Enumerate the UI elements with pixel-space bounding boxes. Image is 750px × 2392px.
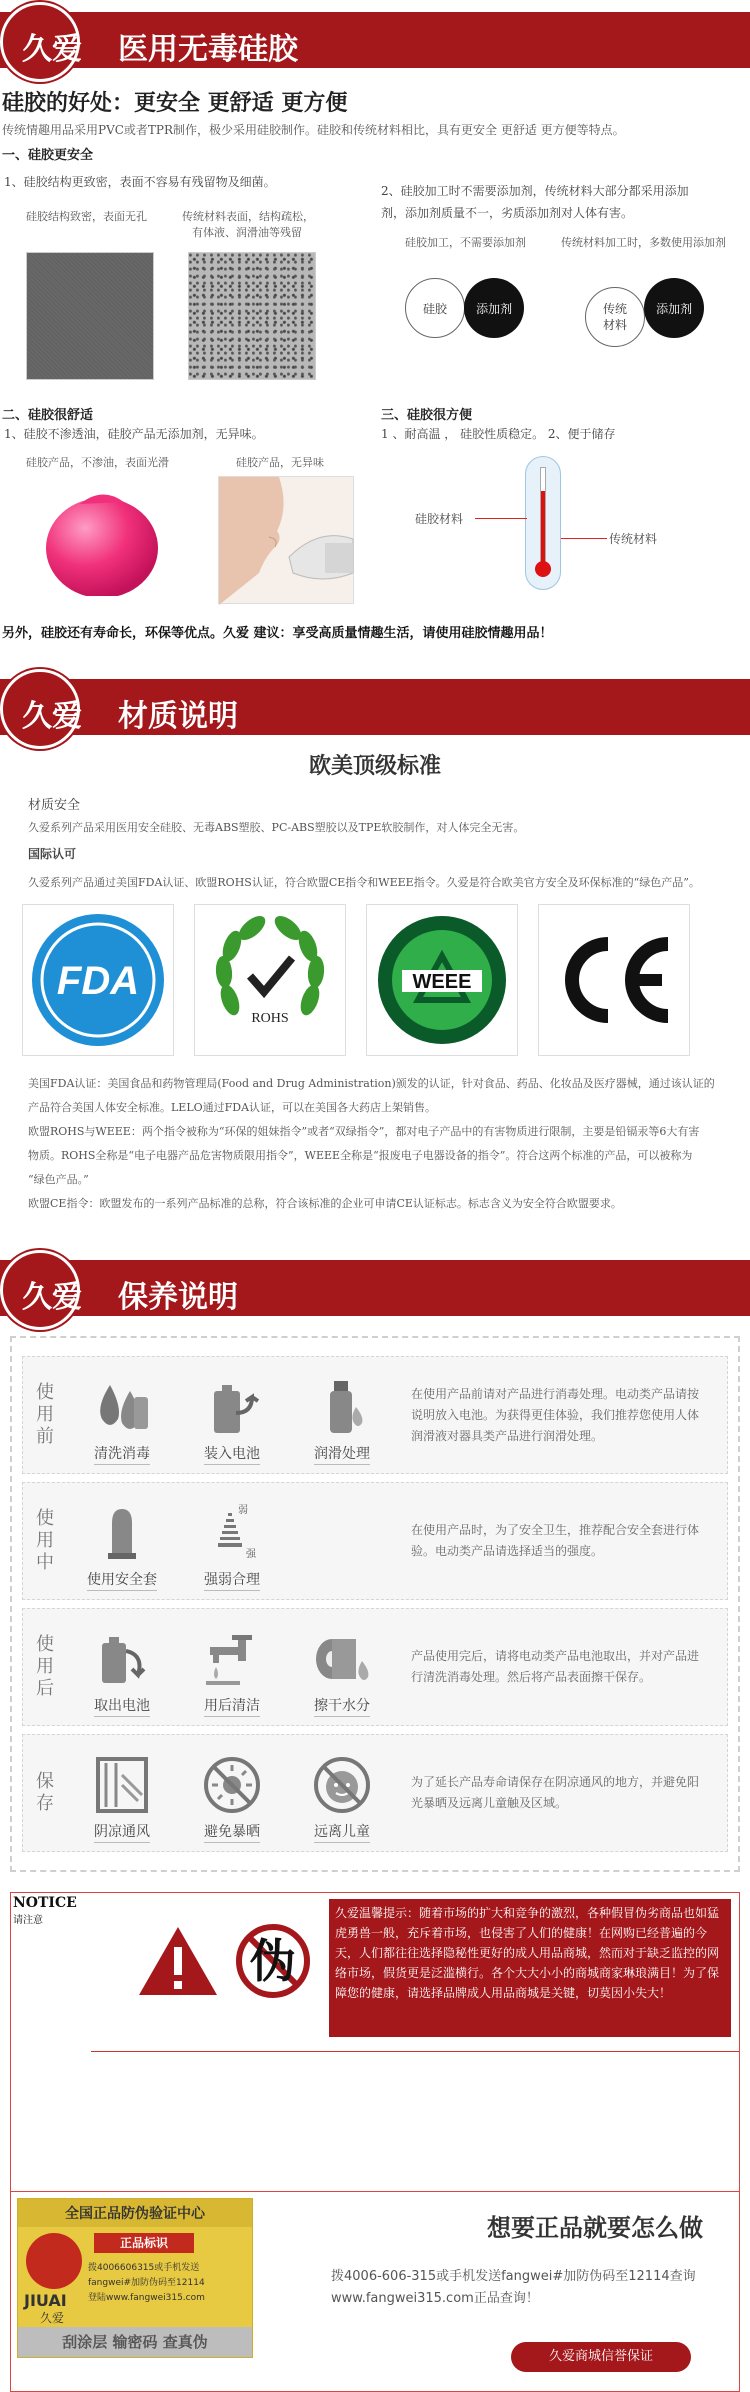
cert-para-2: 产品符合美国人体安全标准。LELO通过FDA认证，可以在美国各大药店上架销售。: [28, 1101, 437, 1114]
no-sun-icon: [200, 1753, 264, 1817]
care-row-label: [23, 1609, 67, 1725]
notice-warning-text: 久爱温馨提示：随着市场的扩大和竞争的激烈，各种假冒伪劣商品也如猛虎勇兽一般，充斥着市场，也侵害了人们的健康！在网购已经普遍的今天，人们都往往选择隐秘性更好的成人用品商城，然而对于缺乏监控的网络市场，假货更是泛滥横行。各个大大小小的商城商家琳琅满目！为了保障您的健康，请选择品牌成人用品商城是关键，切莫因小失大！: [329, 1899, 731, 2037]
care-item-label: 用后清洁: [204, 1695, 260, 1717]
notice-divider: [91, 2051, 739, 2052]
verify-instruction-line: www.fangwei315.com正品查询！: [331, 2291, 539, 2306]
label-card-lines: [88, 2261, 205, 2306]
notice-title: NOTICE: [13, 1895, 77, 1911]
weee-logo: [366, 904, 518, 1056]
silicone-texture-image: [26, 252, 154, 380]
intensity-scale-icon: [200, 1501, 264, 1565]
verify-question: 想要正品就要怎么做: [487, 2214, 703, 2242]
section-banner-care: [0, 1250, 750, 1322]
ce-logo-text: CE: [613, 1046, 615, 1047]
silicone-footer-note: 另外，硅胶还有寿命长，环保等优点。久爱 建议：享受高质量情趣生活，请使用硅胶情趣用品！: [2, 626, 553, 641]
comfort-heading: 二、硅胶很舒适: [2, 408, 94, 423]
care-item-label: 使用安全套: [87, 1569, 157, 1591]
traditional-bubble-line1: 传统: [602, 301, 627, 316]
certification-logos: [0, 904, 750, 1056]
care-row-after: [22, 1608, 728, 1726]
ventilation-icon: [90, 1753, 154, 1817]
cert-para-5: “绿色产品。”: [28, 1173, 89, 1186]
convenient-point-1: 1 、耐高温 ， 硅胶性质稳定。 2、便于储存: [381, 427, 616, 441]
safe-left: [0, 144, 375, 398]
label-char: 用: [36, 1530, 54, 1551]
section-banner-silicone: [0, 2, 750, 74]
certification-paragraphs: [0, 1072, 750, 1216]
additive-caption-b: 传统材料加工时，多数使用添加剂: [561, 236, 726, 249]
comfort-left: [0, 404, 375, 604]
care-item-label: 强弱合理: [204, 1569, 260, 1591]
banner-title: 材质说明: [118, 699, 238, 734]
child-face-icon: [310, 1753, 374, 1817]
care-row-label: [23, 1735, 67, 1851]
thermometer-label-traditional: 传统材料: [609, 532, 658, 546]
label-char: 使: [36, 1382, 54, 1403]
care-item-label: 阴凉通风: [94, 1821, 150, 1843]
intl-heading: 国际认可: [28, 847, 77, 861]
safe-point-2b: 剂，添加剂质量不一，劣质添加剂对人体有害。: [381, 206, 634, 220]
banner-brand: 久爱: [22, 1280, 82, 1315]
label-char: 保: [36, 1771, 54, 1792]
no-counterfeit-icon: [233, 1921, 313, 2001]
care-item-remove-battery: [67, 1609, 177, 1725]
label-card-line: fangwei#加防伪码至12114: [88, 2278, 205, 2288]
label-char: 用: [36, 1656, 54, 1677]
care-item-dry: [287, 1609, 397, 1725]
guarantee-button[interactable]: 久爱商城信誉保证: [511, 2342, 691, 2372]
safe-right: [375, 144, 750, 398]
care-row-description: 在使用产品前请对产品进行消毒处理。电动类产品请按说明放入电池。为获得更佳体验，我们推荐您使用人体润滑液对器具类产品进行润滑处理。: [411, 1386, 700, 1443]
verify-instruction-line: 拨4006-606-315或手机发送fangwei#加防伪码至12114查询: [331, 2269, 696, 2284]
comfort-caption-a: 硅胶产品，不渗油，表面光滑: [26, 456, 169, 469]
banner-bar: [0, 1260, 750, 1316]
intensity-strong-label: 强: [246, 1549, 256, 1560]
section-silicone: [0, 86, 750, 641]
care-item-wash: [177, 1609, 287, 1725]
warning-triangle-icon: [135, 1923, 221, 2003]
care-row-storage: [22, 1734, 728, 1852]
label-card-badge: 正品标识: [94, 2233, 194, 2253]
ce-logo: [538, 904, 690, 1056]
care-row-label: [23, 1357, 67, 1473]
safe-heading: 一、硅胶更安全: [2, 148, 94, 163]
battery-icon: [200, 1375, 264, 1439]
care-item-child-away: [287, 1735, 397, 1851]
care-item-label: 装入电池: [204, 1443, 260, 1465]
page: [0, 2, 750, 2392]
counterfeit-glyph: 伪: [250, 1934, 296, 1988]
tissue-roll-icon: [310, 1627, 374, 1691]
condom-icon: [90, 1501, 154, 1565]
droplets-icon: [90, 1375, 154, 1439]
silicone-bubble: 硅胶: [405, 278, 465, 338]
convenient-heading: 三、硅胶很方便: [381, 408, 473, 423]
weee-logo-text: WEEE: [412, 971, 472, 993]
pink-ball-image: [40, 476, 168, 596]
banner-bar: [0, 12, 750, 68]
notice-subtitle: 请注意: [13, 1915, 43, 1926]
care-item-no-sun: [177, 1735, 287, 1851]
care-item-label: 取出电池: [94, 1695, 150, 1717]
label-card-title: 全国正品防伪验证中心: [18, 2199, 252, 2227]
texture-caption-a: 硅胶结构致密，表面无孔: [26, 210, 147, 223]
label-card-line: 拨4006606315或手机发送: [88, 2263, 200, 2273]
care-row-description: 在使用产品时，为了安全卫生，推荐配合安全套进行体验。电动类产品请选择适当的强度。: [411, 1523, 700, 1558]
notice-panel: [10, 1892, 740, 2192]
silicone-intro: 传统情趣用品采用PVC或者TPR制作，极少采用硅胶制作。硅胶和传统材料相比，具有更安全 更舒适 更方便等特点。: [2, 123, 625, 137]
convenient-right: [375, 404, 750, 604]
section-banner-material: [0, 669, 750, 741]
label-card-line: 登陆www.fangwei315.com: [88, 2293, 205, 2303]
care-item-label: 清洗消毒: [94, 1443, 150, 1465]
care-item-intensity: [177, 1483, 287, 1599]
label-char: 中: [36, 1552, 54, 1573]
label-char: 用: [36, 1404, 54, 1425]
texture-caption-b1: 传统材料表面，结构疏松，: [182, 210, 314, 223]
care-row-label: [23, 1483, 67, 1599]
care-item-label: 擦干水分: [314, 1695, 370, 1717]
additive-bubble: 添加剂: [644, 278, 704, 338]
section-material: [0, 749, 750, 1216]
intensity-weak-label: 弱: [238, 1505, 248, 1516]
material-safe-text: 久爱系列产品采用医用安全硅胶、无毒ABS塑胶、PC-ABS塑胶以及TPE软胶制作，对人体完全无害。: [28, 821, 525, 834]
thermometer-label-silicone: 硅胶材料: [415, 512, 464, 526]
label-char: 使: [36, 1508, 54, 1529]
label-char: 后: [36, 1678, 54, 1699]
faucet-icon: [200, 1627, 264, 1691]
care-item-label: 远离儿童: [314, 1821, 370, 1843]
texture-caption-b2: 有体液、润滑油等残留: [192, 226, 302, 239]
cert-para-4: 物质。ROHS全称是“电子电器产品危害物质限用指令”，WEEE全称是“报废电子电器设备的指令”。符合这两个标准的产品，可以被称为: [28, 1149, 693, 1162]
traditional-texture-image: [188, 252, 316, 380]
care-row-description: 产品使用完后，请将电动类产品电池取出，并对产品进行清洗消毒处理。然后将产品表面擦干保存。: [411, 1649, 700, 1684]
care-item-condom: [67, 1483, 177, 1599]
care-row-description: 为了延长产品寿命请保存在阴凉通风的地方，并避免阳光暴晒及远离儿童触及区域。: [411, 1775, 700, 1810]
rohs-logo-text: ROHS: [251, 1011, 289, 1026]
anti-counterfeit-label-card: [17, 2198, 253, 2358]
banner-title: 医用无毒硅胶: [118, 32, 298, 67]
care-item-ventilation: [67, 1735, 177, 1851]
care-instructions: [10, 1336, 740, 1872]
label-char: 前: [36, 1426, 54, 1447]
lube-bottle-icon: [310, 1375, 374, 1439]
safe-point-2a: 2、硅胶加工时不需要添加剂，传统材料大部分都采用添加: [381, 184, 689, 198]
anti-counterfeit-section: [10, 2192, 740, 2392]
material-center-title: 欧美顶级标准: [308, 753, 441, 779]
care-item-label: 避免暴晒: [204, 1821, 260, 1843]
nose-smell-image: [218, 476, 354, 604]
thermometer-image: [525, 456, 561, 590]
banner-brand: 久爱: [22, 699, 82, 734]
label-char: 存: [36, 1793, 54, 1814]
banner-title: 保养说明: [118, 1280, 238, 1315]
brand-seal-icon: [26, 2233, 82, 2289]
fda-logo: [22, 904, 174, 1056]
safe-point-1: 1、硅胶结构更致密，表面不容易有残留物及细菌。: [4, 175, 276, 189]
material-safe-heading: 材质安全: [28, 798, 81, 813]
fda-logo-text: FDA: [56, 959, 140, 1003]
care-row-during: [22, 1482, 728, 1600]
label-card-scratch: 刮涂层 输密码 查真伪: [18, 2327, 252, 2357]
care-item-label: 润滑处理: [314, 1443, 370, 1465]
label-char: 使: [36, 1634, 54, 1655]
banner-bar: [0, 679, 750, 735]
cert-para-6: 欧盟CE指令：欧盟发布的一系列产品标准的总称，符合该标准的企业可申请CE认证标志。标志含义为安全符合欧盟要求。: [28, 1197, 622, 1210]
additive-bubble-crossed: 添加剂: [464, 278, 524, 338]
silicone-headline: 硅胶的好处：更安全 更舒适 更方便: [2, 90, 348, 116]
banner-brand: 久爱: [22, 32, 82, 67]
cert-para-3: 欧盟ROHS与WEEE：两个指令被称为“环保的姐妹指令”或者“双绿指令”，都对电子产品中的有害物质进行限制，主要是铅镉汞等6大有害: [28, 1125, 700, 1138]
care-item-lube: [287, 1357, 397, 1473]
traditional-bubble-line2: 材料: [602, 317, 627, 332]
arrow-to-thermometer: [475, 518, 527, 519]
care-item-clean: [67, 1357, 177, 1473]
care-row-before: [22, 1356, 728, 1474]
care-item-battery: [177, 1357, 287, 1473]
cert-para-1: 美国FDA认证：美国食品和药物管理局(Food and Drug Administration)颁发的认证，针对食品、药品、化妆品及医疗器械，通过该认证的: [28, 1077, 715, 1090]
intl-text: 久爱系列产品通过美国FDA认证、欧盟ROHS认证，符合欧盟CE指令和WEEE指令。久爱是符合欧美官方安全及环保标准的“绿色产品”。: [28, 876, 700, 889]
rohs-logo: [194, 904, 346, 1056]
additive-caption-a: 硅胶加工，不需要添加剂: [405, 236, 526, 249]
label-card-brand-en: JIUAI: [24, 2291, 67, 2310]
arrow-from-traditional: [561, 538, 607, 539]
remove-battery-icon: [90, 1627, 154, 1691]
comfort-caption-b: 硅胶产品，无异味: [236, 456, 324, 469]
traditional-bubble: [585, 287, 645, 347]
verify-instructions: [331, 2266, 696, 2310]
comfort-point-1: 1、硅胶不渗透油，硅胶产品无添加剂，无异味。: [4, 427, 264, 441]
label-card-brand-cn: 久爱: [40, 2311, 65, 2325]
